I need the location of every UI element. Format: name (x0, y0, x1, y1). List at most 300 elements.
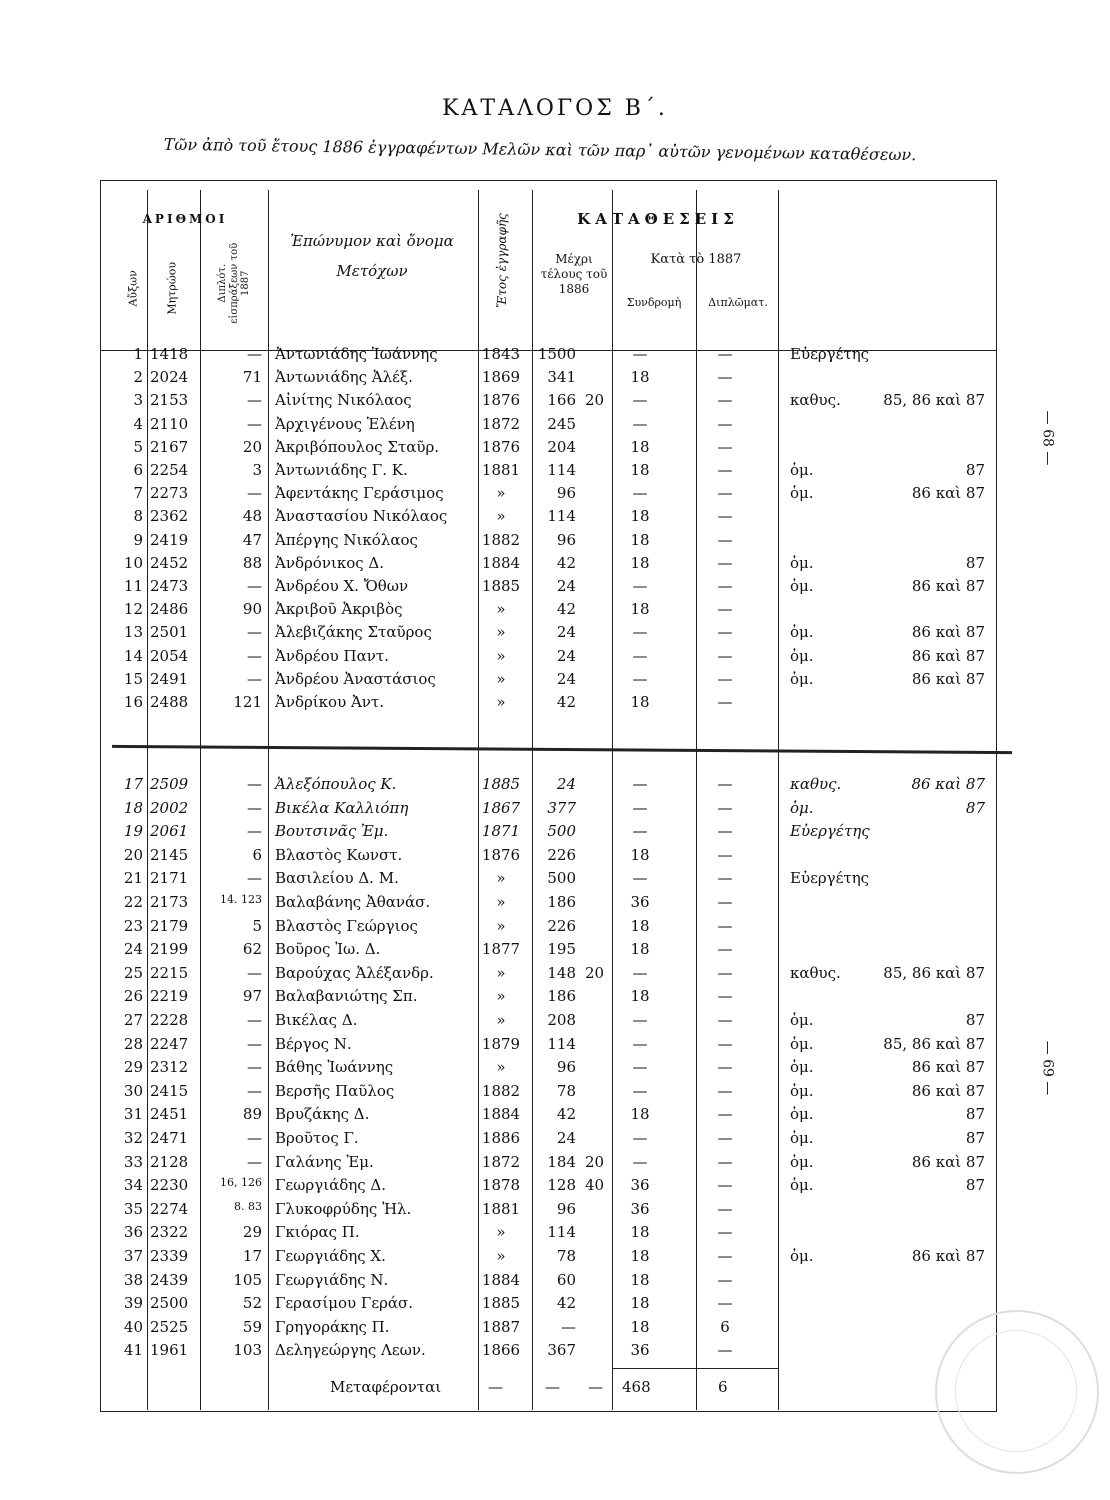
cell-upto: 114 (547, 461, 576, 479)
cell-upto2: 20 (585, 391, 605, 410)
cell-upto: — (561, 1317, 576, 1336)
table-row (0, 869, 1110, 892)
table-row (0, 846, 1110, 869)
cell-d: 97 (242, 987, 262, 1006)
table-row (0, 1153, 1110, 1176)
cell-dip: — (717, 940, 733, 959)
cell-note_l: ὁμ. (790, 1058, 814, 1077)
cell-note_l: Εὐεργέτης (790, 345, 870, 363)
cell-name: Βρυζάκης Δ. (275, 1105, 370, 1124)
cell-upto: 186 (547, 893, 576, 911)
cell-name: Γκιόρας Π. (275, 1223, 360, 1242)
cell-d: 121 (233, 693, 262, 711)
cell-year: 1882 (481, 1081, 521, 1100)
cell-dip: — (717, 1176, 733, 1195)
cell-note_l: Εὐεργέτης (790, 822, 870, 841)
cell-d: — (247, 669, 262, 688)
cell-note_l: ὁμ. (790, 1034, 814, 1053)
cell-note_r: 87 (965, 1011, 985, 1029)
cell-m: 2199 (150, 940, 189, 959)
cell-d: 90 (242, 600, 262, 619)
cell-note_l: ὁμ. (790, 646, 814, 665)
cell-upto: 96 (556, 1199, 576, 1218)
cell-dip: — (717, 507, 733, 526)
cell-note_l: καθυς. (790, 391, 841, 410)
cell-m: 2451 (150, 1105, 189, 1124)
cell-year: » (496, 1058, 506, 1077)
cell-m: 2228 (150, 1011, 189, 1029)
cell-note_l: καθυς. (790, 963, 841, 982)
cell-m: 2061 (150, 822, 189, 841)
cell-year: 1884 (481, 1270, 521, 1289)
cell-name: Δεληγεώργης Λεων. (275, 1341, 426, 1360)
cell-a: 32 (123, 1129, 143, 1147)
cell-a: 22 (123, 893, 143, 911)
cell-d: 47 (242, 530, 262, 549)
cell-note_l: ὁμ. (790, 577, 814, 595)
table-row (0, 799, 1110, 822)
cell-dip: — (717, 845, 733, 864)
cell-note_r: 87 (965, 553, 985, 572)
cell-name: Ἀκριβοῦ Ἀκριβὸς (275, 600, 403, 619)
cell-syn: — (632, 1152, 648, 1171)
cell-syn: 18 (630, 368, 650, 387)
cell-m: 2509 (150, 775, 189, 793)
cell-year: 1872 (481, 414, 521, 433)
cell-m: 2024 (150, 368, 189, 387)
cell-dip: — (717, 553, 733, 572)
cell-note_r: 86 καὶ 87 (911, 775, 985, 793)
page-title: ΚΑΤΑΛΟΓΟΣ Β΄. (442, 96, 668, 121)
cell-syn: — (632, 775, 648, 793)
cell-name: Ἀλεβιζάκης Σταῦρος (275, 623, 432, 642)
cell-d: 52 (242, 1294, 262, 1313)
cell-d: 20 (242, 437, 262, 456)
cell-upto: 195 (547, 940, 576, 959)
cell-m: 2471 (150, 1129, 189, 1147)
cell-upto: 42 (556, 553, 576, 572)
cell-note_r: 87 (965, 1129, 985, 1147)
table-row (0, 775, 1110, 798)
cell-d: — (247, 798, 262, 817)
cell-syn: 18 (630, 1223, 650, 1242)
cell-dip: — (717, 1081, 733, 1100)
cell-name: Γεωργιάδης Δ. (275, 1176, 386, 1195)
cell-note_l: ὁμ. (790, 1247, 814, 1265)
cell-a: 21 (123, 869, 143, 888)
cell-note_r: 87 (965, 1176, 985, 1195)
cell-a: 37 (123, 1247, 143, 1265)
cell-a: 6 (133, 461, 143, 479)
cell-syn: 36 (630, 1341, 650, 1360)
cell-d: 48 (242, 507, 262, 526)
cell-d: 17 (242, 1247, 262, 1265)
table-row (0, 438, 1110, 461)
cell-a: 28 (123, 1034, 143, 1053)
cell-year: 1843 (481, 345, 521, 363)
header-syndromi: Συνδρομὴ (626, 296, 682, 309)
cell-year: 1871 (481, 822, 521, 841)
cell-syn: — (632, 798, 648, 817)
cell-dip: — (717, 1270, 733, 1289)
cell-dip: — (717, 822, 733, 841)
table-row (0, 577, 1110, 600)
cell-name: Βοῦρος Ἰω. Δ. (275, 940, 381, 959)
cell-syn: 18 (630, 553, 650, 572)
cell-syn: — (632, 484, 648, 503)
cell-syn: 18 (630, 1317, 650, 1336)
cell-upto: 341 (547, 368, 576, 387)
cell-a: 38 (123, 1270, 143, 1289)
cell-m: 2486 (150, 600, 189, 619)
cell-syn: 18 (630, 600, 650, 619)
cell-name: Βασιλείου Δ. Μ. (275, 869, 399, 888)
cell-d: 71 (242, 368, 262, 387)
cell-d: — (247, 345, 262, 363)
cell-upto2: 20 (585, 1152, 605, 1171)
cell-year: 1866 (481, 1341, 521, 1360)
cell-dip: — (717, 775, 733, 793)
cell-upto: 114 (547, 1223, 576, 1242)
cell-a: 39 (123, 1294, 143, 1313)
table-row (0, 1058, 1110, 1081)
cell-dip: — (717, 1294, 733, 1313)
table-row (0, 1082, 1110, 1105)
cell-m: 2312 (150, 1058, 189, 1077)
cell-upto: 114 (547, 1034, 576, 1053)
cell-d: — (247, 963, 262, 982)
cell-m: 2145 (150, 845, 189, 864)
cell-a: 31 (123, 1105, 143, 1124)
cell-upto: 60 (556, 1270, 576, 1289)
cell-note_l: ὁμ. (790, 669, 814, 688)
cell-d: 5 (252, 916, 262, 935)
table-row (0, 917, 1110, 940)
cell-year: 1885 (481, 1294, 521, 1313)
header-name-line1: Ἐπώνυμον καὶ ὄνομα (290, 232, 454, 250)
cell-note_l: ὁμ. (790, 553, 814, 572)
cell-dip: — (717, 391, 733, 410)
cell-m: 2415 (150, 1081, 189, 1100)
cell-syn: 18 (630, 437, 650, 456)
cell-name: Γλυκοφρύδης Ἠλ. (275, 1199, 412, 1218)
cell-dip: — (717, 1129, 733, 1147)
cell-year: 1885 (481, 577, 521, 595)
cell-dip: — (717, 869, 733, 888)
total-year: — (488, 1378, 503, 1396)
cell-year: » (496, 669, 506, 688)
cell-syn: 18 (630, 987, 650, 1006)
cell-note_r: 86 καὶ 87 (911, 577, 985, 595)
cell-d: 16, 126 (220, 1176, 262, 1190)
table-row (0, 940, 1110, 963)
cell-m: 2273 (150, 484, 189, 503)
cell-d: — (247, 1034, 262, 1053)
cell-upto: 96 (556, 484, 576, 503)
table-row (0, 1129, 1110, 1152)
cell-name: Βερσῆς Παῦλος (275, 1081, 395, 1100)
cell-m: 2002 (150, 798, 189, 817)
table-row (0, 1105, 1110, 1128)
cell-name: Γεωργιάδης Χ. (275, 1247, 386, 1265)
page-number-69-value: 69 (1039, 1059, 1056, 1077)
cell-a: 11 (123, 577, 143, 595)
cell-name: Βαλαβάνης Ἀθανάσ. (275, 893, 431, 911)
cell-upto: 114 (547, 507, 576, 526)
cell-m: 2439 (150, 1270, 189, 1289)
table-row (0, 1200, 1110, 1223)
cell-syn: — (632, 414, 648, 433)
cell-syn: — (632, 669, 648, 688)
table-row (0, 1247, 1110, 1270)
cell-dip: — (717, 577, 733, 595)
cell-upto: 226 (547, 916, 576, 935)
cell-syn: — (632, 1058, 648, 1077)
cell-note_r: 86 καὶ 87 (911, 669, 985, 688)
cell-syn: — (632, 391, 648, 410)
cell-syn: 18 (630, 530, 650, 549)
cell-m: 2419 (150, 530, 189, 549)
table-row (0, 531, 1110, 554)
cell-dip: — (717, 798, 733, 817)
cell-a: 2 (133, 368, 143, 387)
cell-upto: 24 (556, 623, 576, 642)
cell-note_l: ὁμ. (790, 484, 814, 503)
cell-syn: 18 (630, 1105, 650, 1124)
cell-d: — (247, 775, 262, 793)
cell-a: 34 (123, 1176, 143, 1195)
cell-dip: — (717, 1058, 733, 1077)
cell-a: 26 (123, 987, 143, 1006)
cell-upto: 500 (547, 822, 576, 841)
cell-name: Βλαστὸς Κωνστ. (275, 845, 403, 864)
cell-name: Ἀναστασίου Νικόλαος (275, 507, 448, 526)
cell-name: Ἀπέργης Νικόλαος (275, 530, 418, 549)
cell-dip: — (717, 646, 733, 665)
cell-upto: 226 (547, 845, 576, 864)
cell-upto: 78 (556, 1081, 576, 1100)
cell-a: 23 (123, 916, 143, 935)
cell-m: 2128 (150, 1152, 189, 1171)
cell-upto: 208 (547, 1011, 576, 1029)
cell-note_l: ὁμ. (790, 798, 814, 817)
cell-syn: — (632, 1129, 648, 1147)
cell-m: 2110 (150, 414, 189, 433)
table-row (0, 554, 1110, 577)
page-subtitle: Τῶν ἀπὸ τοῦ ἔτους 1886 ἐγγραφέντων Μελῶν καὶ τῶν παρ᾽ αὐτῶν γενομένων καταθέσεων. (163, 134, 917, 165)
cell-syn: 36 (630, 893, 650, 911)
page-number-69: — 69 — (1039, 1040, 1056, 1096)
cell-m: 2274 (150, 1199, 189, 1218)
cell-note_r: 86 καὶ 87 (911, 623, 985, 642)
total-diplomat: 6 (718, 1378, 728, 1396)
cell-m: 2167 (150, 437, 189, 456)
cell-dip: — (717, 484, 733, 503)
cell-d: — (247, 1152, 262, 1171)
cell-note_r: 86 καὶ 87 (911, 1152, 985, 1171)
cell-year: 1869 (481, 368, 521, 387)
cell-note_r: 85, 86 καὶ 87 (883, 963, 985, 982)
cell-note_r: 85, 86 καὶ 87 (883, 391, 985, 410)
table-row (0, 415, 1110, 438)
cell-dip: — (717, 414, 733, 433)
cell-name: Βέργος Ν. (275, 1034, 352, 1053)
cell-upto: 1500 (537, 345, 576, 363)
cell-name: Ἀφεντάκης Γεράσιμος (275, 484, 444, 503)
cell-dip: — (717, 987, 733, 1006)
cell-m: 2501 (150, 623, 189, 642)
cell-m: 2054 (150, 646, 189, 665)
cell-name: Ἀνδρέου Ἀναστάσιος (275, 669, 436, 688)
cell-syn: — (632, 646, 648, 665)
cell-syn: 18 (630, 845, 650, 864)
cell-note_l: ὁμ. (790, 1105, 814, 1124)
cell-name: Ἀντωνιάδης Γ. Κ. (275, 461, 408, 479)
cell-m: 2230 (150, 1176, 189, 1195)
cell-note_r: 87 (965, 1105, 985, 1124)
cell-a: 40 (123, 1317, 143, 1336)
cell-upto: 367 (547, 1341, 576, 1360)
cell-a: 13 (123, 623, 143, 642)
cell-year: » (496, 646, 506, 665)
cell-m: 2452 (150, 553, 189, 572)
cell-d: — (247, 1129, 262, 1147)
cell-note_r: 86 καὶ 87 (911, 646, 985, 665)
cell-name: Ἀντωνιάδης Ἰωάννης (275, 345, 438, 363)
cell-upto: 42 (556, 600, 576, 619)
cell-dip: — (717, 368, 733, 387)
cell-upto: 42 (556, 693, 576, 711)
cell-upto: 184 (547, 1152, 576, 1171)
table-row (0, 461, 1110, 484)
cell-year: » (496, 963, 506, 982)
cell-year: » (496, 507, 506, 526)
cell-m: 1418 (150, 345, 189, 363)
total-label: Μεταφέρονται (330, 1378, 442, 1396)
cell-note_l: ὁμ. (790, 1011, 814, 1029)
cell-dip: — (717, 1223, 733, 1242)
cell-note_l: ὁμ. (790, 1176, 814, 1195)
cell-a: 4 (133, 414, 143, 433)
cell-d: 29 (242, 1223, 262, 1242)
cell-year: 1881 (481, 461, 521, 479)
cell-m: 2500 (150, 1294, 189, 1313)
cell-dip: — (717, 669, 733, 688)
cell-year: » (496, 1011, 506, 1029)
cell-a: 30 (123, 1081, 143, 1100)
cell-m: 2362 (150, 507, 189, 526)
table-row (0, 1294, 1110, 1317)
cell-m: 1961 (150, 1341, 189, 1360)
table-row (0, 484, 1110, 507)
cell-name: Ἀρχιγένους Ἑλένη (275, 414, 415, 433)
cell-name: Αἰνίτης Νικόλαος (275, 391, 412, 410)
cell-d: — (247, 1058, 262, 1077)
cell-dip: — (717, 1247, 733, 1265)
cell-d: — (247, 822, 262, 841)
cell-note_r: 85, 86 καὶ 87 (883, 1034, 985, 1053)
cell-name: Ἀνδρίκου Ἀντ. (275, 693, 384, 711)
cell-syn: — (632, 1081, 648, 1100)
table-row (0, 670, 1110, 693)
cell-upto: 96 (556, 1058, 576, 1077)
cell-upto: 148 (547, 963, 576, 982)
page-number-68: — 68 — (1039, 410, 1056, 466)
cell-year: » (496, 1223, 506, 1242)
cell-year: 1885 (481, 775, 521, 793)
cell-a: 24 (123, 940, 143, 959)
cell-dip: 6 (720, 1317, 730, 1336)
table-row (0, 693, 1110, 716)
cell-note_l: ὁμ. (790, 461, 814, 479)
cell-dip: — (717, 461, 733, 479)
cell-a: 17 (123, 775, 143, 793)
table-row (0, 893, 1110, 916)
cell-note_r: 87 (965, 798, 985, 817)
cell-m: 2247 (150, 1034, 189, 1053)
cell-dip: — (717, 1011, 733, 1029)
table-row (0, 600, 1110, 623)
cell-a: 16 (123, 693, 143, 711)
cell-year: 1884 (481, 1105, 521, 1124)
cell-syn: — (632, 623, 648, 642)
table-row (0, 987, 1110, 1010)
table-row (0, 1011, 1110, 1034)
header-diplot: Διπλότ. εἰσπράξεων τοῦ 1887 (216, 242, 251, 324)
header-diplomat: Διπλῶματ. (708, 296, 768, 309)
cell-syn: — (632, 345, 648, 363)
cell-year: 1876 (481, 391, 521, 410)
cell-d: 59 (242, 1317, 262, 1336)
cell-upto: 377 (547, 798, 576, 817)
cell-a: 12 (123, 600, 143, 619)
cell-dip: — (717, 530, 733, 549)
cell-syn: — (632, 869, 648, 888)
cell-upto: 24 (556, 775, 576, 793)
cell-dip: — (717, 345, 733, 363)
cell-year: 1876 (481, 437, 521, 456)
cell-d: — (247, 869, 262, 888)
cell-year: » (496, 1247, 506, 1265)
cell-d: 8. 83 (234, 1199, 262, 1213)
cell-note_l: ὁμ. (790, 1081, 814, 1100)
cell-d: — (247, 646, 262, 665)
total-syndromi: 468 (622, 1378, 651, 1396)
cell-name: Γεωργιάδης Ν. (275, 1270, 389, 1289)
cell-year: 1884 (481, 553, 521, 572)
page-number-68-value: 68 (1039, 429, 1056, 447)
cell-syn: — (632, 963, 648, 982)
cell-m: 2215 (150, 963, 189, 982)
cell-upto: 245 (547, 414, 576, 433)
cell-d: 103 (233, 1341, 262, 1360)
cell-d: 62 (242, 940, 262, 959)
cell-a: 33 (123, 1152, 143, 1171)
cell-year: » (496, 693, 506, 711)
cell-upto: 204 (547, 437, 576, 456)
table-row (0, 1035, 1110, 1058)
cell-dip: — (717, 1341, 733, 1360)
cell-syn: 18 (630, 461, 650, 479)
cell-upto: 500 (547, 869, 576, 888)
header-mitroou: Μητρώου (165, 261, 179, 315)
cell-a: 25 (123, 963, 143, 982)
cell-name: Βικέλας Δ. (275, 1011, 358, 1029)
cell-upto: 128 (547, 1176, 576, 1195)
cell-syn: 18 (630, 507, 650, 526)
table-row (0, 623, 1110, 646)
cell-year: 1882 (481, 530, 521, 549)
